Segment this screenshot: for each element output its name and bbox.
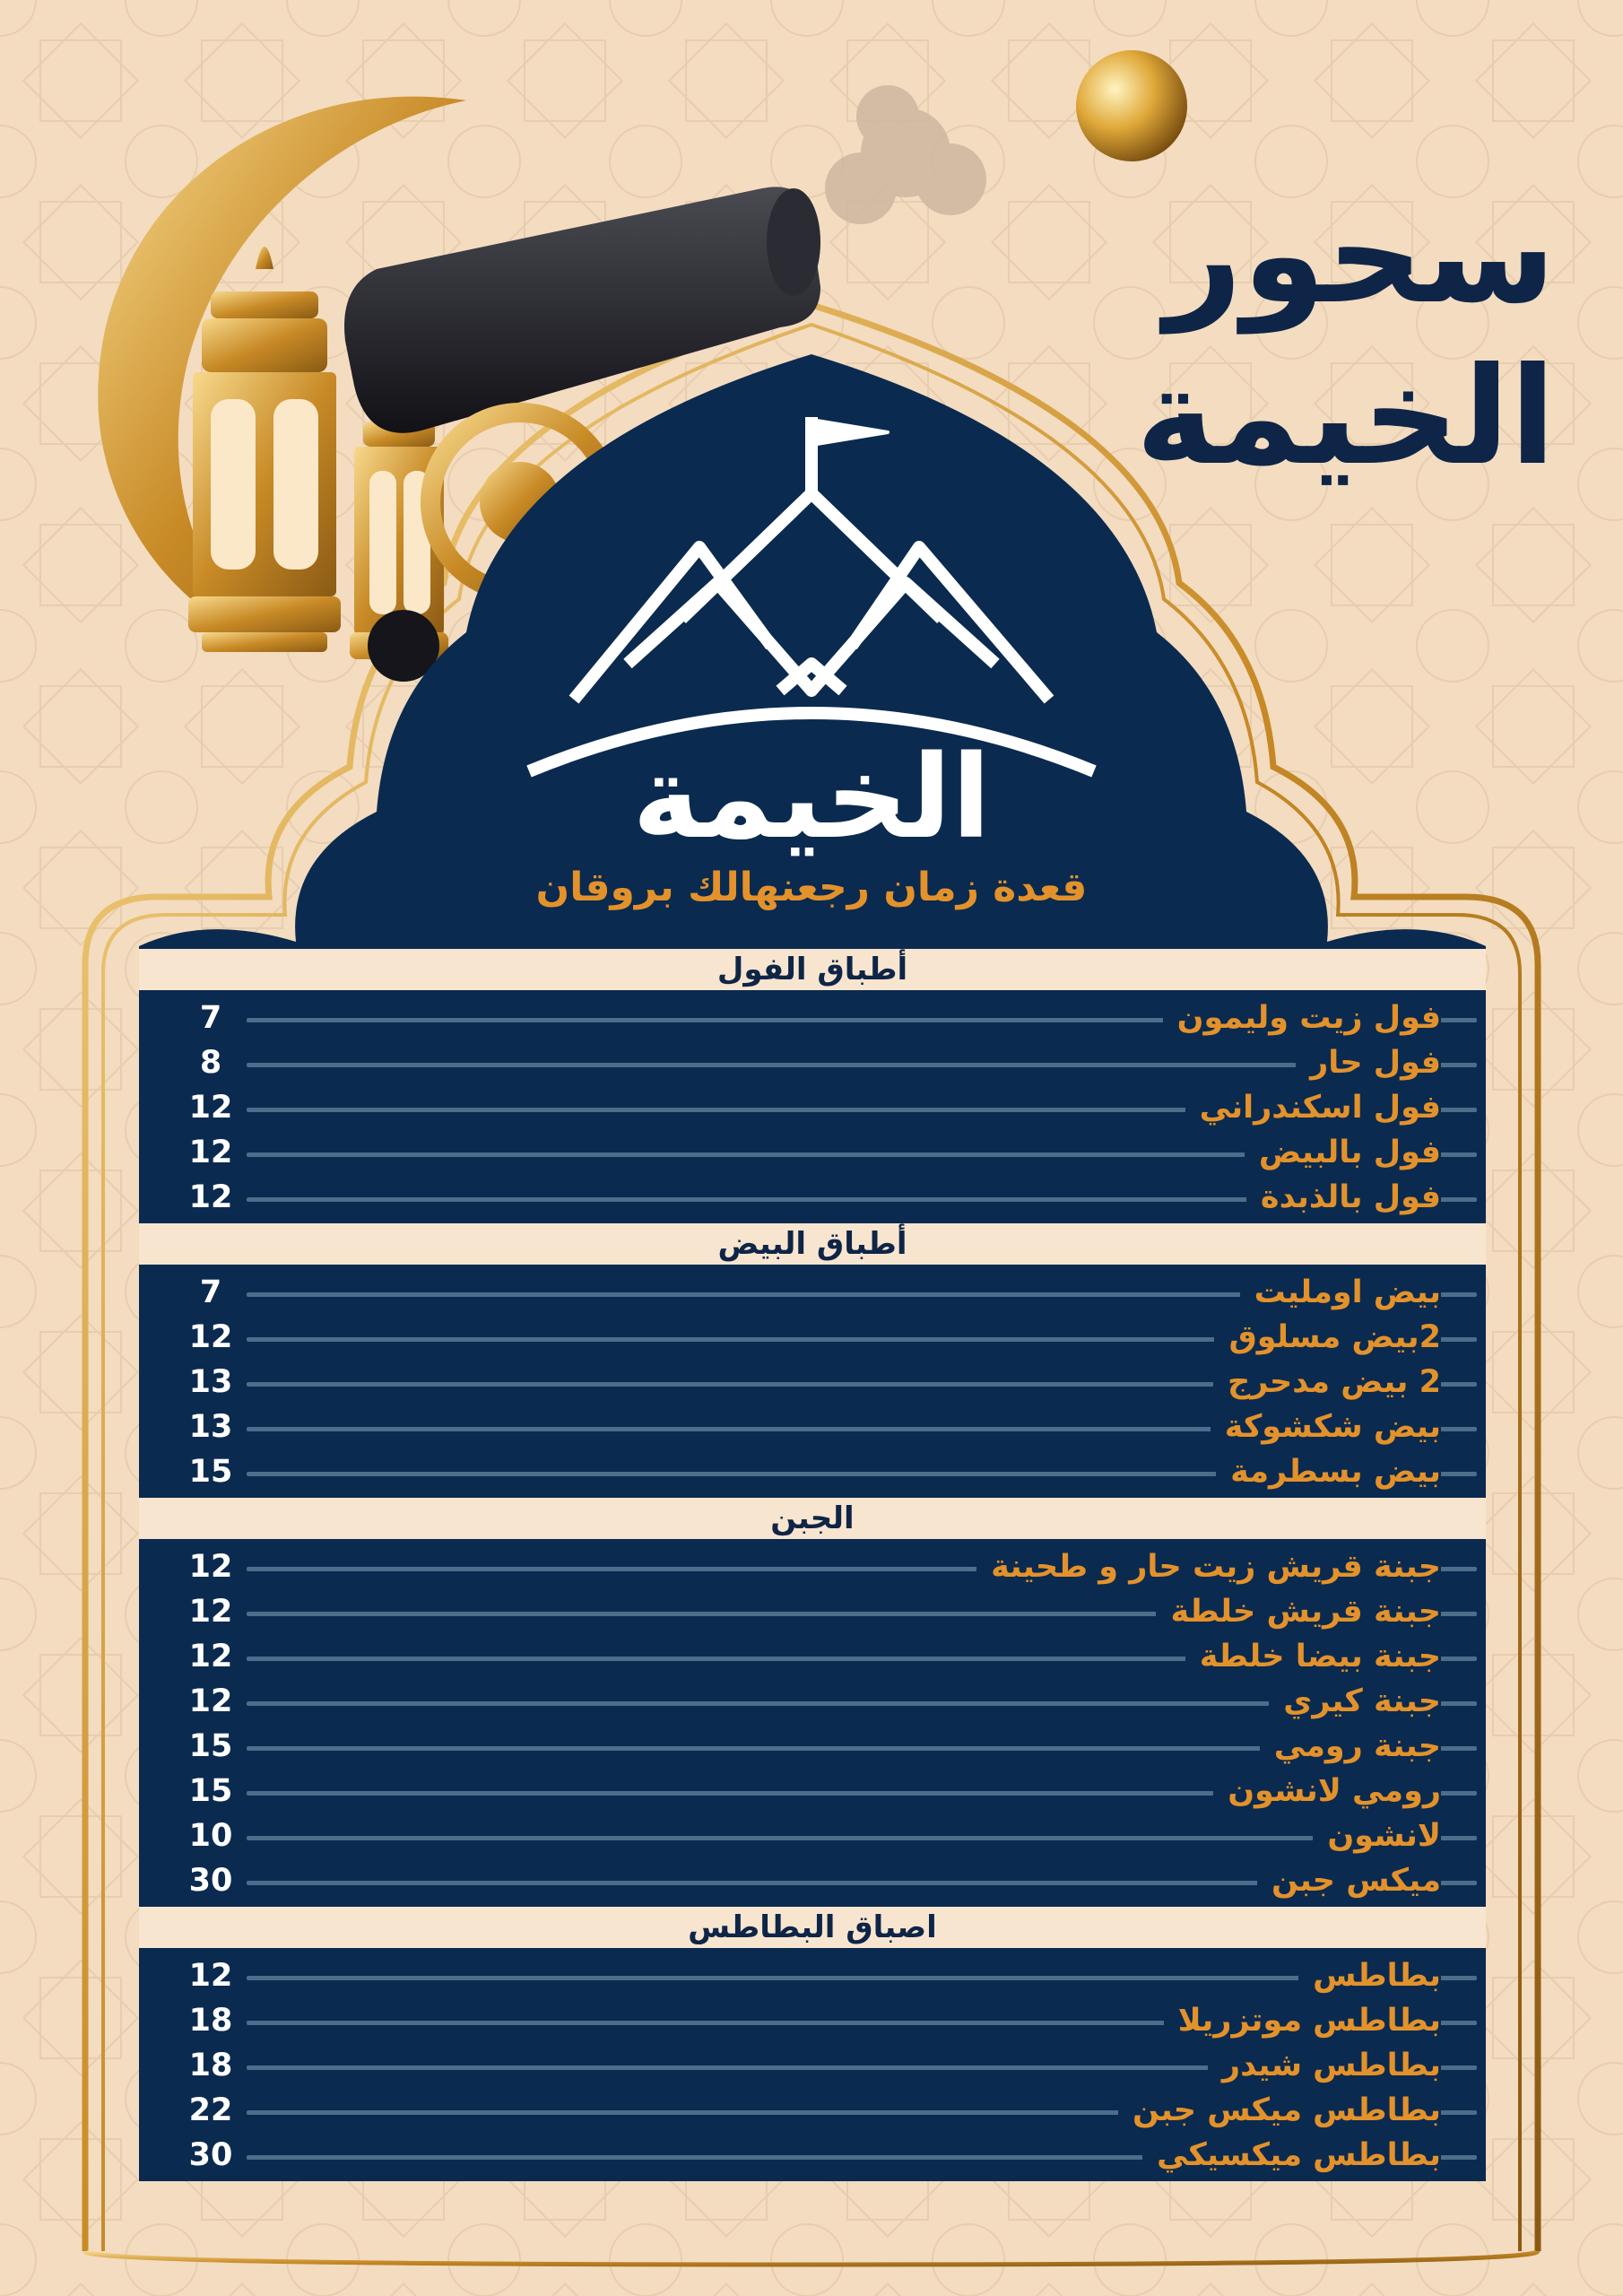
item-price: 18 [188,2045,233,2086]
item-name: بطاطس شيدر [1208,2045,1441,2086]
item-name: جبنة قريش زيت حار و طحينة [976,1546,1441,1587]
item-name: بطاطس ميكس جبن [1118,2090,1441,2131]
item-price: 12 [188,1087,233,1128]
item-price: 15 [188,1726,233,1767]
menu-item [139,1858,1486,1903]
menu-item [139,1953,1486,1998]
title-line-1: سحور [1164,178,1556,334]
item-name: فول بالذبدة [1246,1177,1441,1218]
menu-item [139,2133,1486,2178]
menu-item [139,1130,1486,1175]
item-name: جبنة كيري [1269,1681,1441,1722]
section-items [139,990,1486,1223]
cannon-ball [1076,50,1187,161]
menu-item [139,1085,1486,1130]
menu-item [139,1315,1486,1360]
item-price: 18 [188,2000,233,2041]
brand-name: الخيمة [632,731,991,865]
section-title: أطباق الفول [139,949,1486,990]
menu-item [139,2043,1486,2088]
item-price: 7 [188,1272,233,1313]
item-price: 30 [188,1860,233,1901]
lantern-large [188,247,341,652]
item-price: 12 [188,1681,233,1722]
item-name: بطاطس ميكسيكي [1142,2135,1441,2176]
item-price: 12 [188,1132,233,1173]
item-name: فول اسكندراني [1185,1087,1441,1128]
item-price: 22 [188,2090,233,2131]
menu-item [139,2088,1486,2133]
item-price: 15 [188,1770,233,1812]
item-price: 12 [188,1636,233,1677]
menu-item [139,1998,1486,2043]
menu-item [139,1360,1486,1405]
section-title: أطباق البيض [139,1223,1486,1265]
section-eggs [139,1223,1486,1498]
menu-item [139,1175,1486,1220]
smoke [825,85,986,224]
item-name: بطاطس [1298,1955,1441,1996]
menu-item [139,1589,1486,1634]
item-price: 13 [188,1406,233,1448]
item-price: 12 [188,1955,233,1996]
item-name: 2 بيض مدحرج [1213,1361,1441,1403]
dotted-leader [247,1836,1477,1840]
item-name: لانشون [1313,1815,1441,1857]
menu-item [139,1813,1486,1858]
item-name: ميكس جبن [1257,1860,1441,1901]
dotted-leader [247,1976,1477,1980]
menu-item [139,1040,1486,1085]
item-price: 8 [188,1042,233,1083]
item-name: 2بيض مسلوق [1214,1317,1441,1358]
menu-item [139,1449,1486,1494]
menu-item [139,1679,1486,1724]
item-price: 30 [188,2135,233,2176]
menu-item [139,1634,1486,1679]
item-price: 10 [188,1815,233,1857]
section-title: اصباق البطاطس [139,1907,1486,1948]
title-line-2: الخيمة [1135,339,1556,495]
menu-item [139,1405,1486,1449]
item-name: فول حار [1296,1042,1441,1083]
dotted-leader [247,1063,1477,1067]
section-items [139,1265,1486,1498]
item-name: جبنة قريش خلطة [1156,1591,1441,1632]
section-items [139,1948,1486,2181]
item-name: جبنة بيضا خلطة [1185,1636,1441,1677]
menu-item [139,996,1486,1040]
item-name: بيض شكشوكة [1211,1406,1441,1448]
item-name: رومي لانشون [1213,1770,1441,1812]
item-name: فول بالبيض [1245,1132,1441,1173]
brand-tagline: قعدة زمان رجعنهالك بروقان [535,865,1088,910]
item-price: 15 [188,1451,233,1492]
item-name: جبنة رومي [1260,1726,1441,1767]
item-price: 12 [188,1591,233,1632]
menu-list [139,949,1486,2181]
menu-item [139,1270,1486,1315]
section-items [139,1539,1486,1907]
menu-item [139,1769,1486,1813]
section-potatoes [139,1907,1486,2181]
item-price: 7 [188,997,233,1039]
menu-item [139,1724,1486,1769]
section-title: الجبن [139,1498,1486,1539]
item-name: بيض اومليت [1240,1272,1441,1313]
item-name: بطاطس موتزريلا [1164,2000,1441,2041]
section-cheese [139,1498,1486,1907]
item-price: 12 [188,1317,233,1358]
item-name: فول زيت وليمون [1163,997,1441,1039]
menu-item [139,1544,1486,1589]
page-title [1018,175,1556,498]
item-price: 13 [188,1361,233,1403]
section-fool [139,949,1486,1223]
item-name: بيض بسطرمة [1216,1451,1441,1492]
item-price: 12 [188,1546,233,1587]
item-price: 12 [188,1177,233,1218]
